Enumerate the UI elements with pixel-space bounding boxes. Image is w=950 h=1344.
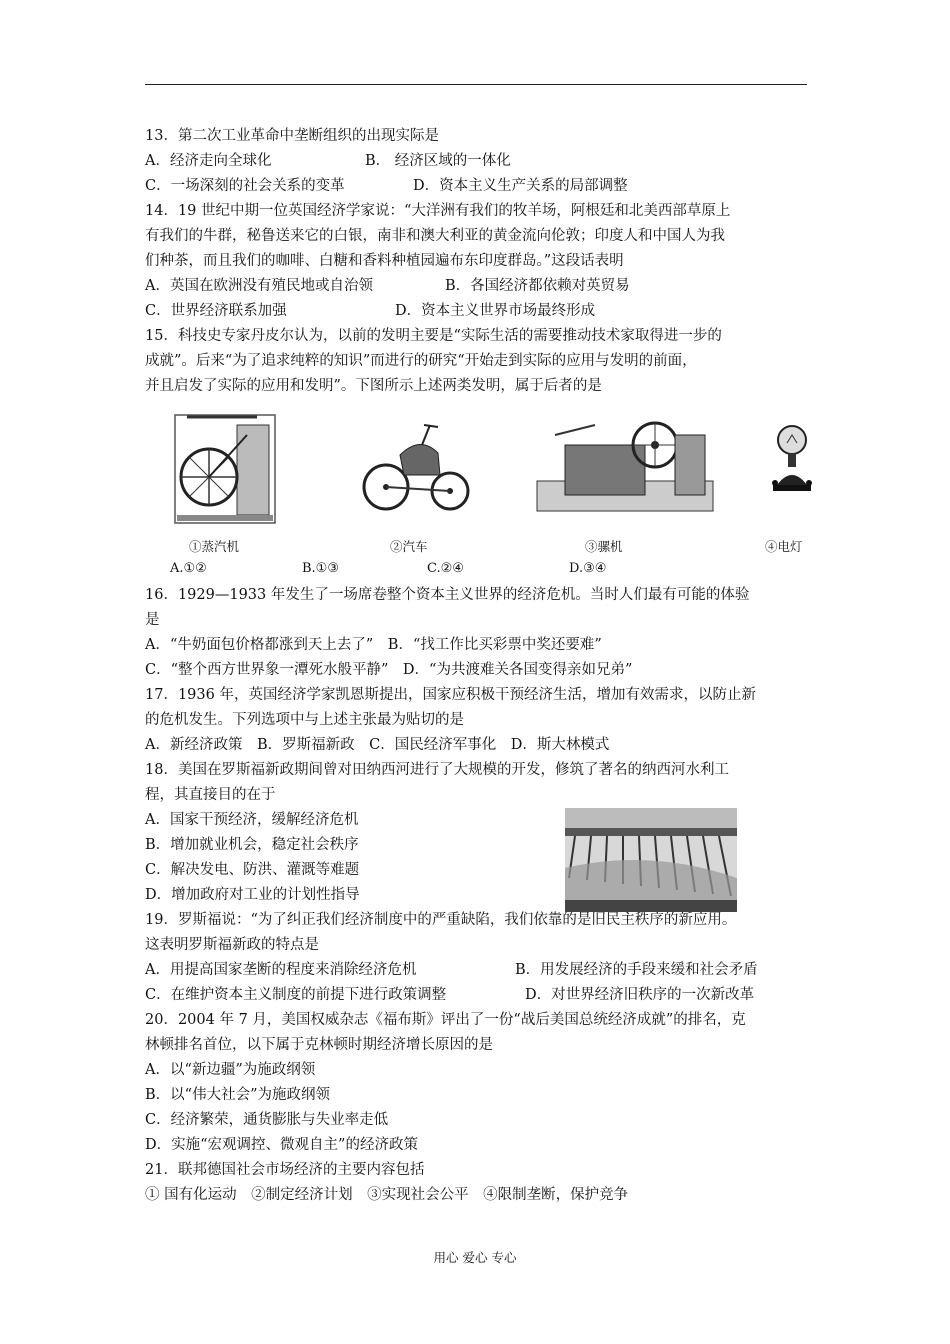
q15-options (145, 555, 810, 583)
q19-stem-line1: 19．罗斯福说：“为了纠正我们经济制度中的严重缺陷，我们依靠的是旧民主秩序的新应用。 (145, 912, 737, 928)
q17-options: A．新经济政策 B．罗斯福新政 C．国民经济军事化 D．斯大林模式 (145, 737, 610, 753)
q16-stem-line2: 是 (145, 612, 160, 628)
q13-option-c: C．一场深刻的社会关系的变革 (145, 178, 345, 194)
dam-image (565, 808, 737, 912)
q19-options-ab (145, 958, 810, 983)
header-rule (145, 84, 807, 85)
q15-figures (145, 405, 810, 555)
q19-options-cd (145, 983, 810, 1008)
q19-stem-line2: 这表明罗斯福新政的特点是 (145, 937, 319, 953)
q16-options-cd: C．“整个西方世界象一潭死水般平静” D．“为共渡难关各国变得亲如兄弟” (145, 662, 633, 678)
spinning-mule-image (535, 405, 715, 535)
q20-stem-line1: 20．2004 年 7 月，美国权威杂志《福布斯》评出了一份“战后美国总统经济成就”的排名，克 (145, 1012, 746, 1028)
steam-engine-figure (167, 405, 287, 555)
q18-option-c: C．解决发电、防洪、灌溉等难题 (145, 862, 360, 878)
q15-option-b: B.①③ (302, 561, 339, 576)
q14-stem-line2: 有我们的牛群，秘鲁送来它的白银，南非和澳大利亚的黄金流向伦敦；印度人和中国人为我 (145, 228, 725, 244)
q14-stem-line1: 14．19 世纪中期一位英国经济学家说：“大洋洲有我们的牧羊场，阿根廷和北美西部草原上 (145, 203, 731, 219)
q20-option-a: A．以“新边疆”为施政纲领 (145, 1062, 316, 1078)
q13-option-b: B． 经济区域的一体化 (365, 153, 511, 169)
q19-option-a: A．用提高国家垄断的程度来消除经济危机 (145, 962, 417, 978)
q15-option-c: C.②④ (427, 561, 464, 576)
q14-option-a: A．英国在欧洲没有殖民地或自治领 (145, 278, 373, 294)
q15-option-a: A.①② (170, 561, 207, 576)
q18-stem-line1: 18．美国在罗斯福新政期间曾对田纳西河进行了大规模的开发，修筑了著名的纳西河水利工 (145, 762, 729, 778)
figure-caption-1: ①蒸汽机 (189, 539, 240, 554)
q13-option-d: D．资本主义生产关系的局部调整 (413, 178, 628, 194)
q13-options-cd (145, 174, 810, 199)
q14-option-d: D．资本主义世界市场最终形成 (395, 303, 596, 319)
exam-page (145, 124, 810, 1208)
q21-items: ① 国有化运动 ②制定经济计划 ③实现社会公平 ④限制垄断，保护竞争 (145, 1187, 629, 1203)
q20-option-d: D．实施“宏观调控、微观自主”的经济政策 (145, 1137, 418, 1153)
q14-options-ab (145, 274, 810, 299)
q15-stem-line1: 15．科技史专家丹皮尔认为，以前的发明主要是“实际生活的需要推动技术家取得进一步的 (145, 328, 722, 344)
q14-options-cd (145, 299, 810, 324)
q15-option-d: D.③④ (569, 561, 607, 576)
light-bulb-image (765, 405, 815, 535)
q19-option-d: D．对世界经济旧秩序的一次新改革 (525, 987, 755, 1003)
car-figure (360, 405, 480, 555)
q20-option-c: C．经济繁荣，通货膨胀与失业率走低 (145, 1112, 389, 1128)
figure-caption-4: ④电灯 (765, 539, 803, 554)
page-footer: 用心 爱心 专心 (433, 1250, 517, 1265)
q17-stem-line2: 的危机发生。下列选项中与上述主张最为贴切的是 (145, 712, 464, 728)
q19-option-c: C．在维护资本主义制度的前提下进行政策调整 (145, 987, 447, 1003)
q18-option-b: B．增加就业机会，稳定社会秩序 (145, 837, 359, 853)
light-bulb-figure (765, 405, 815, 555)
tennessee-dam-photo (565, 808, 737, 912)
q13-options-ab (145, 149, 810, 174)
figure-caption-3: ③骡机 (585, 539, 623, 554)
q18-stem-line2: 程，其直接目的在于 (145, 787, 276, 803)
q17-stem-line1: 17．1936 年，英国经济学家凯恩斯提出，国家应积极干预经济生活，增加有效需求，以防止新 (145, 687, 756, 703)
q13-option-a: A．经济走向全球化 (145, 153, 272, 169)
q15-stem-line2: 成就”。后来“为了追求纯粹的知识”而进行的研究“开始走到实际的应用与发明的前面， (145, 353, 697, 369)
q20-stem-line2: 林顿排名首位，以下属于克林顿时期经济增长原因的是 (145, 1037, 493, 1053)
figure-caption-2: ②汽车 (390, 539, 428, 554)
q16-options-ab: A．“牛奶面包价格都涨到天上去了” B．“找工作比买彩票中奖还要难” (145, 637, 602, 653)
q13-stem: 13．第二次工业革命中垄断组织的出现实际是 (145, 128, 439, 144)
q21-stem: 21．联邦德国社会市场经济的主要内容包括 (145, 1162, 425, 1178)
q14-option-b: B．各国经济都依赖对英贸易 (445, 278, 630, 294)
q19-option-b: B．用发展经济的手段来缓和社会矛盾 (515, 962, 758, 978)
q18-option-d: D．增加政府对工业的计划性指导 (145, 887, 360, 903)
q14-stem-line3: 们种茶，而且我们的咖啡、白糖和香料种植园遍布东印度群岛。”这段话表明 (145, 253, 624, 269)
q14-option-c: C．世界经济联系加强 (145, 303, 287, 319)
steam-engine-image (167, 405, 287, 535)
q16-stem-line1: 16．1929—1933 年发生了一场席卷整个资本主义世界的经济危机。当时人们最有可能的体验 (145, 587, 750, 603)
q15-stem-line3: 并且启发了实际的应用和发明”。下图所示上述两类发明，属于后者的是 (145, 378, 602, 394)
spinning-mule-figure (535, 405, 715, 555)
q18-option-a: A．国家干预经济，缓解经济危机 (145, 812, 359, 828)
q20-option-b: B．以“伟大社会”为施政纲领 (145, 1087, 330, 1103)
car-image (360, 405, 480, 535)
